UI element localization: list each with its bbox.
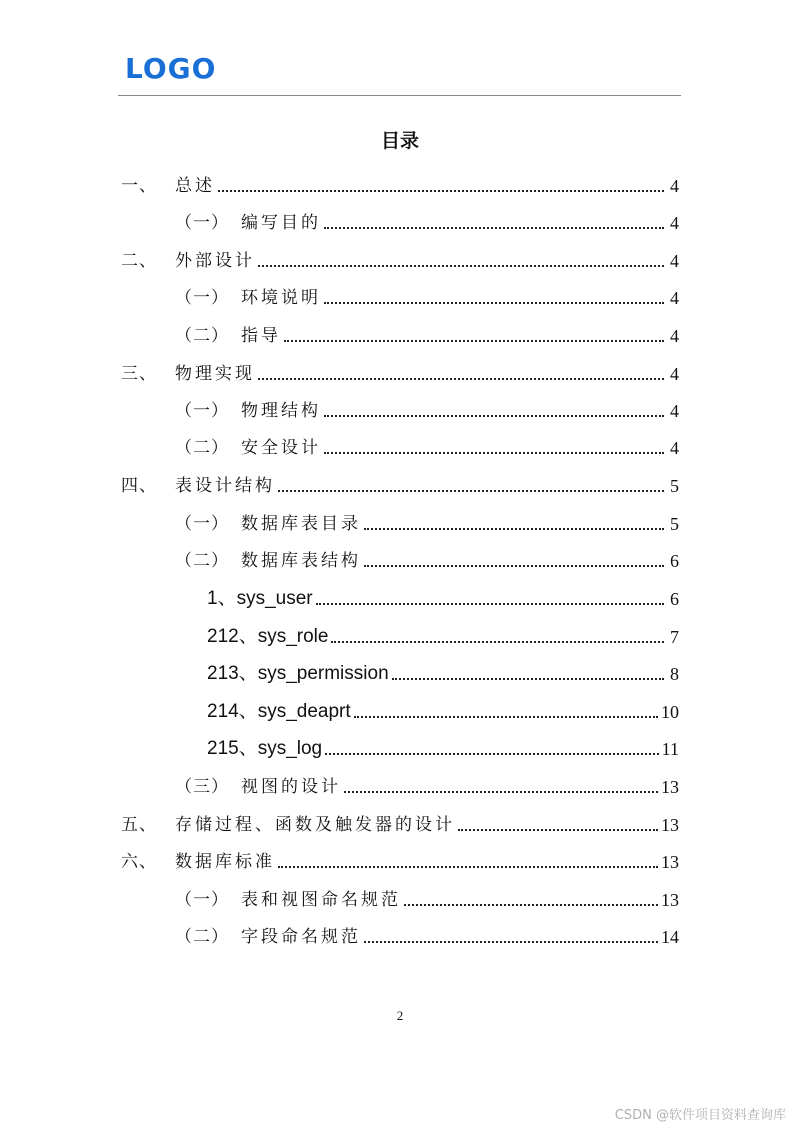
toc-entry-page: 13 xyxy=(661,815,679,835)
toc-entry-number: （二） xyxy=(175,551,229,571)
toc-entry-number: 四、 xyxy=(121,476,157,496)
toc-entry[interactable] xyxy=(175,773,679,801)
toc-entry[interactable] xyxy=(207,698,679,726)
toc-entry-page: 4 xyxy=(670,251,679,271)
toc-title: 目录 xyxy=(380,130,419,152)
toc-entry-title: 数据库表结构 xyxy=(241,551,361,571)
dot-leader xyxy=(284,340,664,342)
toc-entry-page: 4 xyxy=(670,364,679,384)
toc-entry-number: （一） xyxy=(175,401,229,421)
dot-leader xyxy=(324,452,664,454)
dot-leader xyxy=(324,227,664,229)
toc-entry-title: 1、sys_user xyxy=(207,588,313,609)
toc-entry-title: 213、sys_permission xyxy=(207,663,389,684)
logo: LOGO xyxy=(125,52,217,85)
dot-leader xyxy=(392,678,664,680)
toc-entry-title: 外部设计 xyxy=(175,251,255,271)
toc-entry-page: 4 xyxy=(670,326,679,346)
toc-entry-page: 6 xyxy=(670,589,679,609)
toc-entry-title: 字段命名规范 xyxy=(241,927,361,947)
page-number: 2 xyxy=(396,1008,404,1023)
dot-leader xyxy=(404,904,658,906)
toc-entry-page: 5 xyxy=(670,476,679,496)
toc-entry-number: 六、 xyxy=(121,852,157,872)
toc-entry[interactable] xyxy=(175,397,679,425)
toc-entry-title: 总述 xyxy=(175,176,215,196)
toc-entry[interactable] xyxy=(207,623,679,651)
toc-entry-page: 4 xyxy=(670,176,679,196)
dot-leader xyxy=(458,829,658,831)
toc-entry[interactable] xyxy=(175,209,679,237)
toc-entry-number: （二） xyxy=(175,438,229,458)
toc-entry[interactable] xyxy=(207,585,679,613)
toc-entry[interactable] xyxy=(121,848,679,876)
toc-entry-page: 4 xyxy=(670,213,679,233)
toc-entry-page: 13 xyxy=(661,852,679,872)
toc-entry-number: （一） xyxy=(175,213,229,233)
toc-entry-title: 编写目的 xyxy=(241,213,321,233)
dot-leader xyxy=(364,565,664,567)
toc-entry-title: 视图的设计 xyxy=(241,777,341,797)
toc-entry-page: 10 xyxy=(661,702,679,722)
toc-entry-title: 存储过程、函数及触发器的设计 xyxy=(175,815,455,835)
toc-entry-number: 一、 xyxy=(121,176,157,196)
toc-entry-title: 表设计结构 xyxy=(175,476,275,496)
toc-entry-number: （一） xyxy=(175,288,229,308)
toc-entry[interactable] xyxy=(121,247,679,275)
toc-entry[interactable] xyxy=(121,811,679,839)
toc-entry-title: 物理实现 xyxy=(175,364,255,384)
toc-entry-number: （二） xyxy=(175,927,229,947)
toc-entry-title: 数据库标准 xyxy=(175,852,275,872)
dot-leader xyxy=(278,490,664,492)
toc-entry-number: （一） xyxy=(175,514,229,534)
dot-leader xyxy=(344,791,658,793)
dot-leader xyxy=(325,753,659,755)
dot-leader xyxy=(364,941,658,943)
toc-entry-title: 环境说明 xyxy=(241,288,321,308)
dot-leader xyxy=(316,603,664,605)
toc-entry[interactable] xyxy=(175,886,679,914)
toc-entry[interactable] xyxy=(175,322,679,350)
toc-entry-page: 8 xyxy=(670,664,679,684)
toc-entry[interactable] xyxy=(121,472,679,500)
toc-entry-title: 数据库表目录 xyxy=(241,514,361,534)
toc-entry-title: 表和视图命名规范 xyxy=(241,890,401,910)
header-divider xyxy=(118,95,681,96)
dot-leader xyxy=(258,378,664,380)
toc-entry-title: 物理结构 xyxy=(241,401,321,421)
toc-entry[interactable] xyxy=(175,547,679,575)
toc-entry-page: 13 xyxy=(661,777,679,797)
toc-entry-title: 指导 xyxy=(241,326,281,346)
dot-leader xyxy=(218,190,664,192)
toc-entry-page: 6 xyxy=(670,551,679,571)
toc-entry-page: 7 xyxy=(670,627,679,647)
dot-leader xyxy=(354,716,658,718)
toc-entry-title: 215、sys_log xyxy=(207,738,323,759)
watermark: CSDN @软件项目资料查询库 xyxy=(614,1108,786,1123)
dot-leader xyxy=(324,302,664,304)
toc-entry[interactable] xyxy=(175,510,679,538)
toc-entry-title: 安全设计 xyxy=(241,438,321,458)
toc-entry-number: （二） xyxy=(175,326,229,346)
toc-entry[interactable] xyxy=(121,360,679,388)
toc-entry-number: 五、 xyxy=(121,815,157,835)
toc-entry-page: 14 xyxy=(661,927,679,947)
toc-entry-page: 4 xyxy=(670,438,679,458)
toc-entry[interactable] xyxy=(207,735,679,763)
toc-entry[interactable] xyxy=(175,284,679,312)
toc-entry-number: （一） xyxy=(175,890,229,910)
toc-entry-number: 二、 xyxy=(121,251,157,271)
toc-entry[interactable] xyxy=(175,923,679,951)
toc-entry-page: 4 xyxy=(670,288,679,308)
toc-entry-page: 11 xyxy=(661,739,679,759)
toc-entry-page: 13 xyxy=(661,890,679,910)
toc-entry-page: 4 xyxy=(670,401,679,421)
toc-entry[interactable] xyxy=(175,434,679,462)
dot-leader xyxy=(324,415,664,417)
toc-entry-number: 三、 xyxy=(121,364,157,384)
toc-entry-title: 214、sys_deaprt xyxy=(207,701,351,722)
dot-leader xyxy=(331,641,664,643)
toc-entry[interactable] xyxy=(207,660,679,688)
dot-leader xyxy=(258,265,664,267)
toc-entry-title: 212、sys_role xyxy=(207,626,329,647)
dot-leader xyxy=(364,528,664,530)
dot-leader xyxy=(278,866,658,868)
toc-entry-page: 5 xyxy=(670,514,679,534)
toc-entry[interactable] xyxy=(121,172,679,200)
toc-entry-number: （三） xyxy=(175,777,229,797)
